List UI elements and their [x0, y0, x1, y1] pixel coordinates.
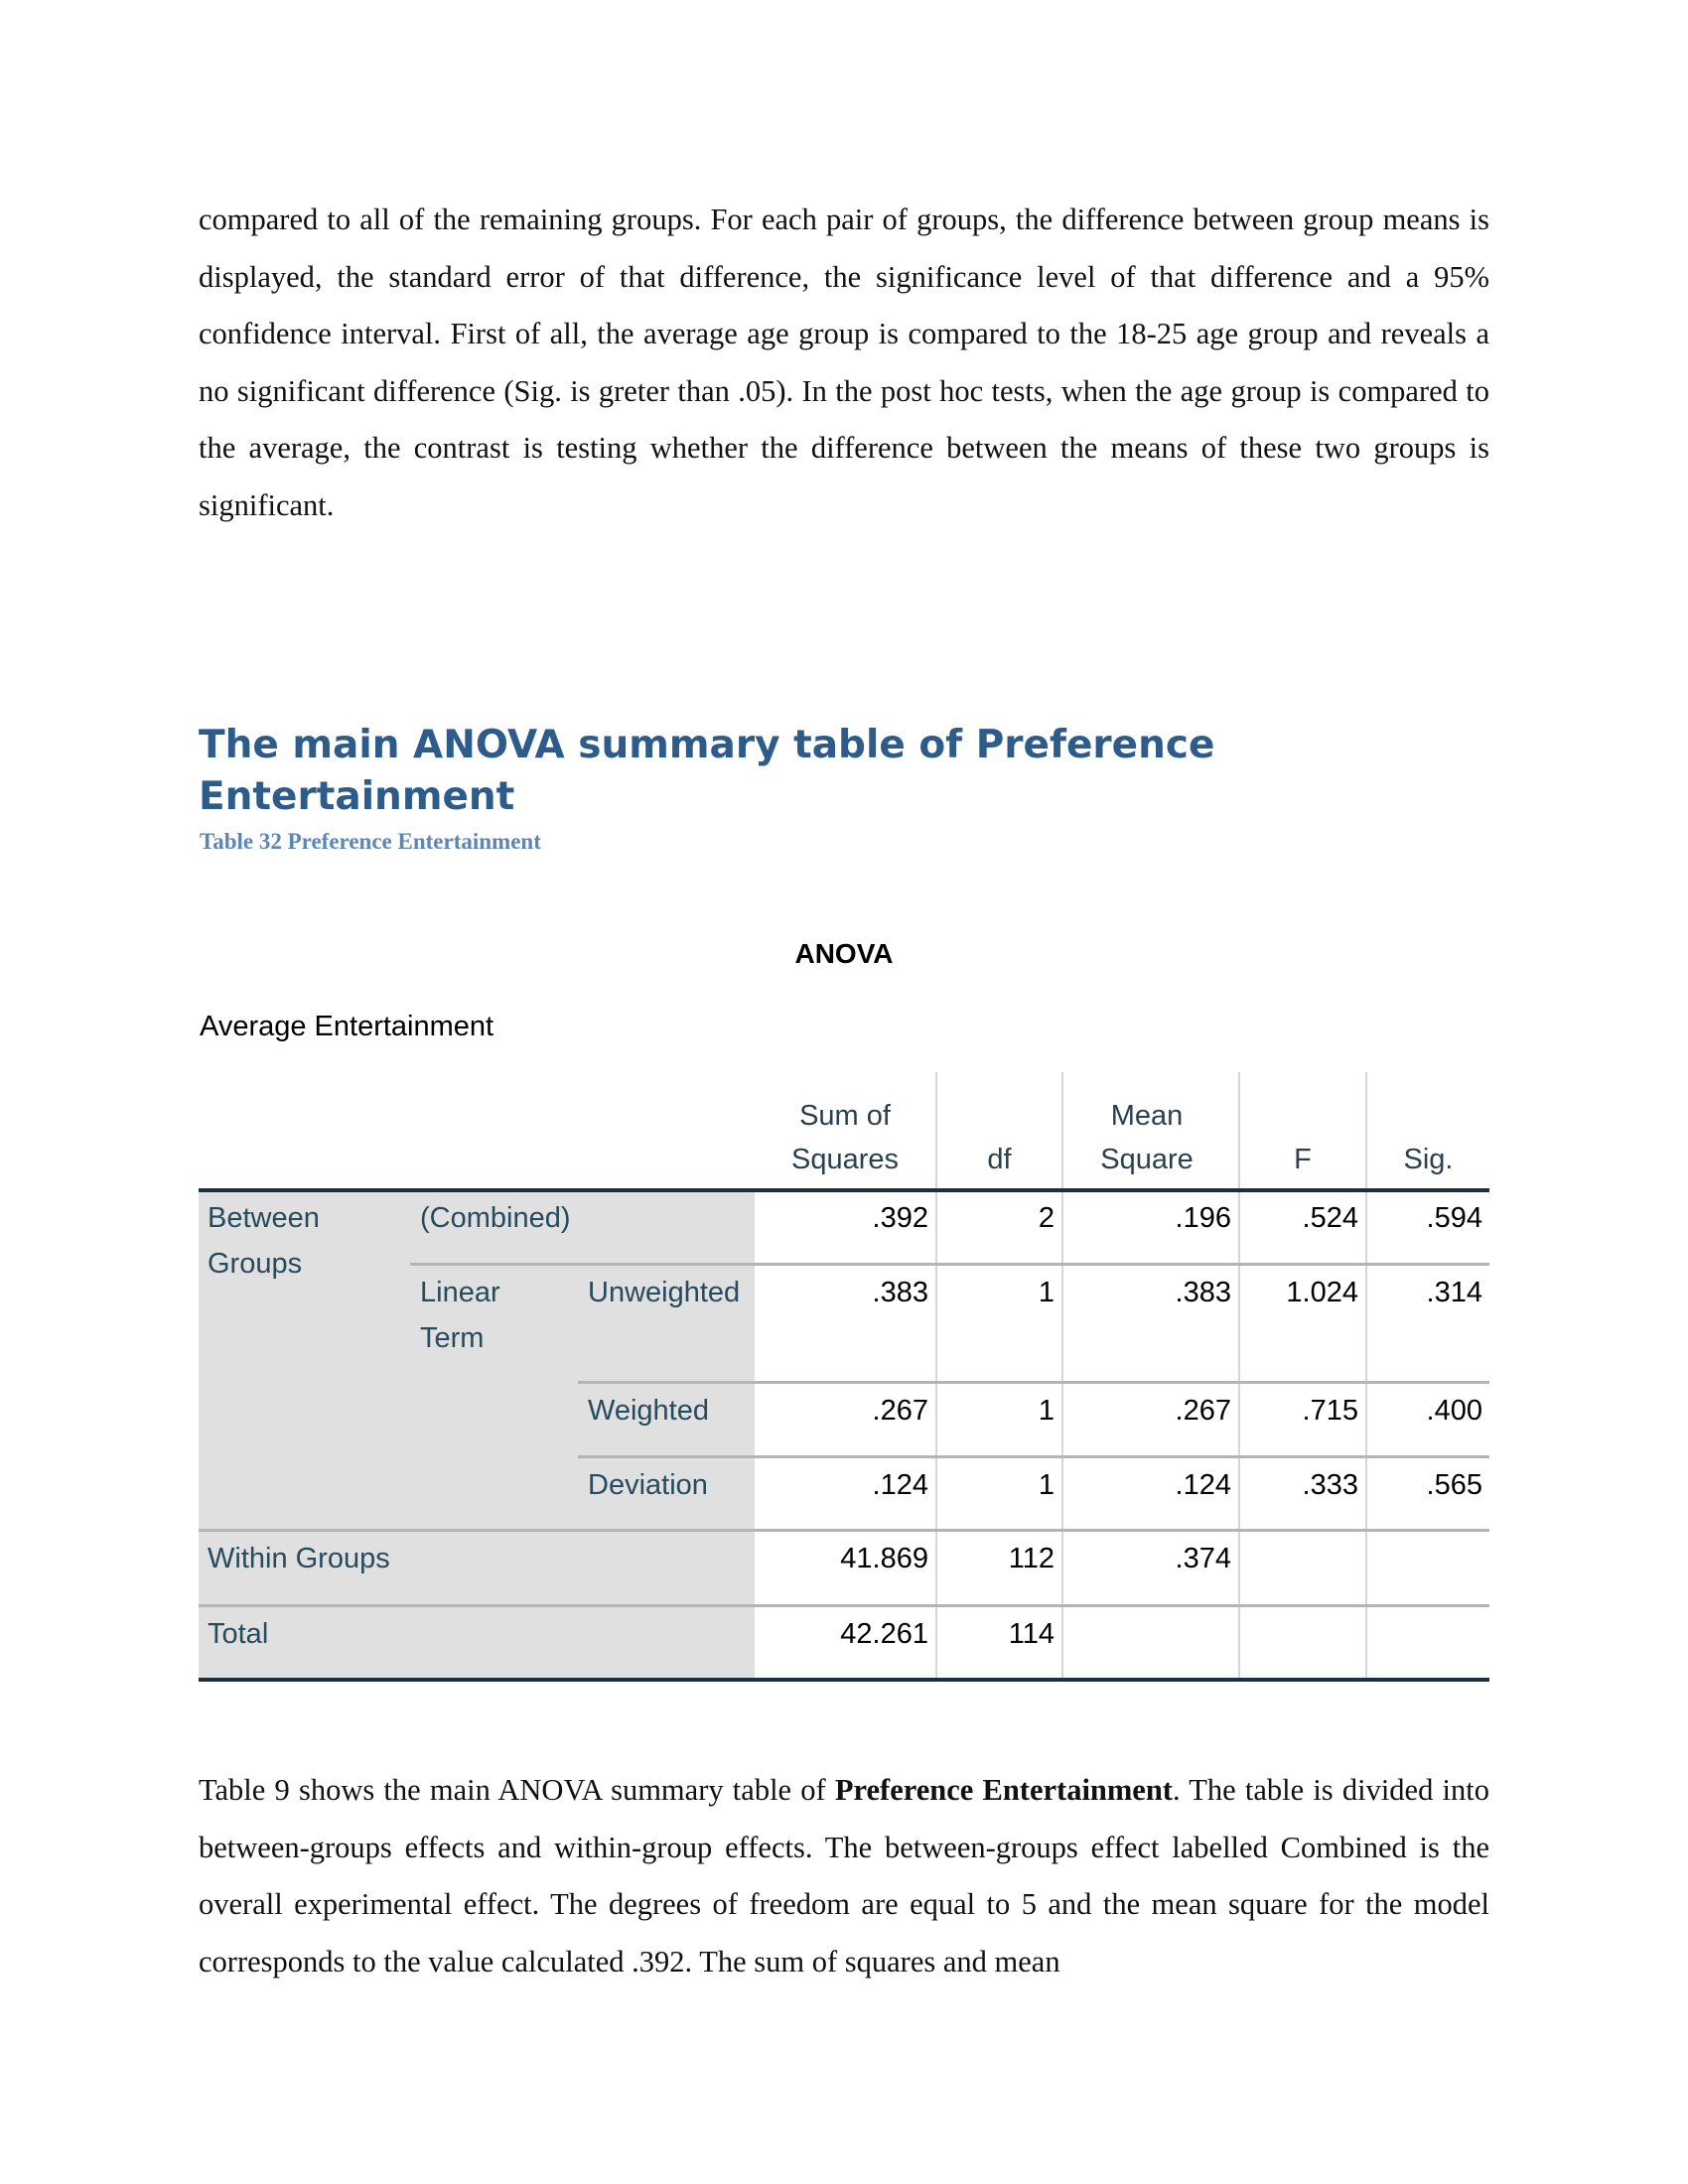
anova-title: ANOVA	[794, 938, 894, 969]
paragraph-text: compared to all of the remaining groups. For each pair of groups, the difference between group means is displayed, the standard error of that difference, the significance level of that difference and a 95% confidence interval. First of all, the average age group is compared to the 18-25 age group and reveals a no significant difference (Sig. is greter than .05). In the post hoc tests, when the age group is compared to the average, the contrast is testing whether the difference between the means of these two groups is significant.	[199, 203, 1489, 522]
label-unweighted: Unweighted	[588, 1277, 741, 1308]
row-divider	[199, 1604, 1489, 1607]
row-divider	[578, 1455, 1489, 1458]
header-mean-square: Mean Square	[1100, 1100, 1194, 1175]
cell-combined-df: 2	[1038, 1202, 1055, 1234]
cell-combined-f: .524	[1302, 1202, 1358, 1234]
cell-combined-sig: .594	[1426, 1202, 1482, 1234]
table-bottom-rule	[199, 1678, 1489, 1682]
cell-combined-ss: .392	[872, 1202, 928, 1234]
cell-weighted-df: 1	[1038, 1395, 1055, 1427]
header-sig: Sig.	[1403, 1144, 1454, 1175]
cell-weighted-ss: .267	[872, 1395, 928, 1427]
bold-term: Preference Entertainment	[834, 1773, 1173, 1807]
cell-unweighted-sig: .314	[1426, 1277, 1482, 1308]
label-combined: (Combined)	[420, 1202, 571, 1234]
header-sum-of-squares: Sum of Squares	[790, 1100, 899, 1175]
cell-unweighted-df: 1	[1038, 1277, 1055, 1308]
cell-deviation-ss: .124	[872, 1469, 928, 1501]
paragraph-text-part: Table 9 shows the main ANOVA summary table of	[199, 1773, 835, 1807]
cell-total-df: 114	[1008, 1618, 1055, 1650]
anova-table	[199, 1072, 1489, 1683]
cell-within-df: 112	[1008, 1543, 1055, 1574]
body-paragraph-top	[199, 192, 1489, 535]
header-df: df	[987, 1144, 1012, 1175]
dependent-variable-label: Average Entertainment	[200, 1011, 494, 1042]
body-paragraph-bottom	[199, 1762, 1489, 1990]
paragraph-text	[199, 1762, 1489, 1990]
cell-weighted-f: .715	[1302, 1395, 1358, 1427]
header-f: F	[1294, 1144, 1312, 1175]
cell-unweighted-ss: .383	[872, 1277, 928, 1308]
label-between-groups: Between Groups	[208, 1202, 320, 1280]
row-divider	[578, 1381, 1489, 1384]
cell-unweighted-f: 1.024	[1286, 1277, 1358, 1308]
label-within-groups: Within Groups	[208, 1543, 390, 1574]
cell-total-ss: 42.261	[840, 1618, 928, 1650]
label-deviation: Deviation	[588, 1469, 708, 1501]
cell-unweighted-ms: .383	[1175, 1277, 1231, 1308]
label-linear-term: Linear Term	[420, 1277, 500, 1354]
section-heading: The main ANOVA summary table of Preference Entertainment	[199, 723, 1215, 819]
cell-combined-ms: .196	[1175, 1202, 1231, 1234]
cell-within-ss: 41.869	[840, 1543, 928, 1574]
column-divider	[1061, 1072, 1063, 1680]
header-rule	[199, 1188, 1489, 1192]
cell-within-ms: .374	[1175, 1543, 1231, 1574]
row-divider	[199, 1529, 1489, 1532]
row-divider	[410, 1263, 1489, 1266]
paragraph-text-part: . The table is divided into between-groups effects and within-group effects. The between-groups effect labelled Combined is the overall experimental effect. The degrees of freedom are equal to 5 and the mean square for the model corresponds to the value calculated .392. The sum of squares and mean	[199, 1773, 1489, 1979]
cell-deviation-sig: .565	[1426, 1469, 1482, 1501]
cell-deviation-f: .333	[1302, 1469, 1358, 1501]
cell-deviation-ms: .124	[1175, 1469, 1231, 1501]
cell-deviation-df: 1	[1038, 1469, 1055, 1501]
label-weighted: Weighted	[588, 1395, 709, 1427]
cell-weighted-ms: .267	[1175, 1395, 1231, 1427]
cell-weighted-sig: .400	[1426, 1395, 1482, 1427]
label-total: Total	[208, 1618, 269, 1650]
table-caption: Table 32 Preference Entertainment	[200, 829, 541, 854]
